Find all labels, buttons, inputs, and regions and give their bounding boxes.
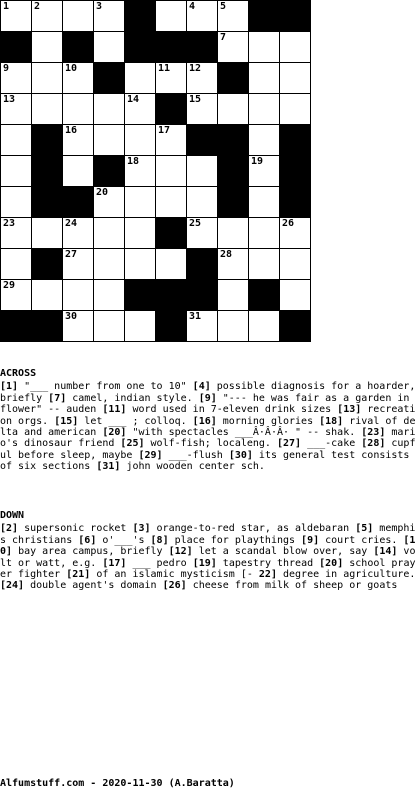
black-square	[32, 311, 63, 342]
grid-cell[interactable]	[63, 249, 94, 280]
grid-cell[interactable]	[63, 94, 94, 125]
clue-text: double agent's domain	[24, 580, 163, 592]
grid-cell[interactable]	[249, 156, 280, 187]
clue-number: [7]	[48, 392, 67, 404]
grid-cell[interactable]	[187, 311, 218, 342]
black-square	[218, 156, 249, 187]
clue-number: [9]	[301, 534, 320, 546]
grid-cell[interactable]	[94, 1, 125, 32]
grid-row	[1, 311, 311, 342]
grid-cell[interactable]	[63, 311, 94, 342]
cell-number: 10	[65, 63, 78, 74]
down-clue-list	[0, 523, 415, 591]
clue-text: supersonic rocket	[18, 523, 133, 535]
clue-text: rival of delta and american	[0, 415, 416, 439]
grid-cell[interactable]	[1, 280, 32, 311]
grid-cell[interactable]	[32, 63, 63, 94]
across-clue-list	[0, 381, 415, 472]
grid-cell[interactable]	[1, 94, 32, 125]
black-square	[125, 280, 156, 311]
grid-cell[interactable]	[218, 249, 249, 280]
grid-cell[interactable]	[187, 94, 218, 125]
cell-number: 12	[189, 63, 202, 74]
cell-number: 7	[220, 32, 227, 43]
clue-number: [13]	[337, 404, 362, 416]
grid-cell[interactable]	[125, 218, 156, 249]
clue-text: school prayer fighter	[0, 557, 416, 581]
across-heading: ACROSS	[0, 368, 37, 379]
grid-cell[interactable]	[187, 63, 218, 94]
grid-row	[1, 125, 311, 156]
cell-number: 30	[65, 311, 78, 322]
cell-number: 18	[127, 156, 140, 167]
grid-cell[interactable]	[249, 218, 280, 249]
grid-cell[interactable]	[249, 125, 280, 156]
clue-number: [20]	[102, 427, 127, 439]
grid-cell[interactable]	[280, 32, 311, 63]
clue-number: [23]	[361, 427, 386, 439]
grid-cell[interactable]	[63, 1, 94, 32]
grid-cell[interactable]	[63, 280, 94, 311]
grid-cell[interactable]	[63, 63, 94, 94]
grid-cell[interactable]	[94, 187, 125, 218]
grid-row	[1, 218, 311, 249]
grid-cell[interactable]	[156, 156, 187, 187]
black-square	[249, 280, 280, 311]
clue-text: orange-to-red star, as aldebaran	[150, 523, 356, 535]
black-square	[280, 187, 311, 218]
grid-row	[1, 32, 311, 63]
grid-cell[interactable]	[156, 249, 187, 280]
clue-number: [24]	[0, 580, 25, 592]
down-clues	[0, 510, 416, 592]
clue-number: [5]	[355, 523, 374, 535]
grid-row	[1, 94, 311, 125]
grid-cell[interactable]	[249, 311, 280, 342]
grid-cell[interactable]	[218, 32, 249, 63]
clue-number: [19]	[192, 557, 217, 569]
cell-number: 28	[220, 249, 233, 260]
black-square	[156, 32, 187, 63]
clue-text: volt or watt, e.g.	[0, 546, 416, 569]
grid-cell[interactable]	[280, 63, 311, 94]
clue-number: [27]	[276, 438, 302, 450]
black-square	[125, 32, 156, 63]
grid-cell[interactable]	[280, 94, 311, 125]
grid-cell[interactable]	[249, 63, 280, 94]
clue-text: court cries.	[319, 534, 404, 546]
clue-number: [3]	[132, 523, 151, 535]
grid-cell[interactable]	[94, 94, 125, 125]
clue-number: [2]	[0, 523, 19, 535]
clue-text: of an islamic mysticism [-	[90, 569, 259, 581]
clue-text: camel, indian style.	[66, 392, 199, 404]
black-square	[187, 249, 218, 280]
cell-number: 24	[65, 218, 78, 229]
grid-row	[1, 63, 311, 94]
grid-cell[interactable]	[1, 187, 32, 218]
grid-cell[interactable]	[218, 218, 249, 249]
cell-number: 13	[3, 94, 16, 105]
clue-number: 22]	[258, 569, 277, 581]
clue-number: [6]	[78, 534, 97, 546]
clue-number: [4]	[192, 381, 211, 393]
clue-text: let ___ ; colloq.	[78, 415, 193, 427]
black-square	[125, 1, 156, 32]
grid-cell[interactable]	[187, 187, 218, 218]
cell-number: 5	[220, 1, 227, 12]
grid-cell[interactable]	[218, 280, 249, 311]
cell-number: 9	[3, 63, 10, 74]
cell-number: 1	[3, 1, 10, 12]
grid-cell[interactable]	[187, 1, 218, 32]
black-square	[1, 32, 32, 63]
grid-cell[interactable]	[94, 125, 125, 156]
grid-cell[interactable]	[249, 94, 280, 125]
clue-number: [17]	[102, 557, 127, 569]
clue-number: [11]	[102, 404, 127, 416]
cell-number: 23	[3, 218, 16, 229]
clue-text: wolf-fish; localeng.	[144, 438, 277, 450]
footer-credit: Alfumstuff.com - 2020-11-30 (A.Baratta)	[0, 778, 235, 789]
grid-cell[interactable]	[156, 125, 187, 156]
clue-text: ___ pedro	[126, 557, 193, 569]
clue-text: "with spectacles ___Â·Â·Â· " -- shak.	[126, 427, 362, 439]
clue-text: "___ number from one to 10"	[18, 381, 193, 393]
clue-text: tapestry thread	[216, 557, 320, 569]
black-square	[156, 218, 187, 249]
cell-number: 3	[96, 1, 103, 12]
clue-text: its general test consists of six sections	[0, 449, 410, 473]
cell-number: 14	[127, 94, 140, 105]
black-square	[32, 156, 63, 187]
black-square	[280, 125, 311, 156]
clue-number: [14]	[373, 546, 398, 558]
cell-number: 27	[65, 249, 78, 260]
grid-cell[interactable]	[1, 156, 32, 187]
black-square	[32, 249, 63, 280]
grid-cell[interactable]	[249, 32, 280, 63]
grid-cell[interactable]	[63, 156, 94, 187]
cell-number: 15	[189, 94, 202, 105]
grid-cell[interactable]	[280, 249, 311, 280]
grid-cell[interactable]	[156, 1, 187, 32]
grid-cell[interactable]	[1, 1, 32, 32]
black-square	[94, 156, 125, 187]
grid-cell[interactable]	[1, 125, 32, 156]
grid-cell[interactable]	[280, 280, 311, 311]
grid-cell[interactable]	[63, 218, 94, 249]
clue-text: cheese from milk of sheep or goats	[186, 580, 398, 592]
cell-number: 31	[189, 311, 202, 322]
clue-text: degree in agriculture.	[276, 569, 416, 581]
grid-row	[1, 156, 311, 187]
grid-row	[1, 1, 311, 32]
clue-number: [31]	[96, 461, 121, 473]
grid-cell[interactable]	[187, 156, 218, 187]
black-square	[156, 311, 187, 342]
grid-cell[interactable]	[32, 280, 63, 311]
clue-number: [18]	[319, 415, 344, 427]
clue-number: [9]	[198, 392, 217, 404]
cell-number: 26	[282, 218, 295, 229]
clue-text: ___-flush	[162, 449, 229, 461]
black-square	[187, 280, 218, 311]
black-square	[63, 187, 94, 218]
cell-number: 11	[158, 63, 171, 74]
black-square	[218, 125, 249, 156]
grid-row	[1, 187, 311, 218]
cell-number: 20	[96, 187, 109, 198]
crossword-grid	[0, 0, 311, 342]
clue-text: cupful before sleep, maybe	[0, 438, 416, 461]
clue-text: john wooden center sch.	[120, 461, 265, 473]
grid-cell[interactable]	[218, 94, 249, 125]
clue-text: place for playthings	[168, 534, 302, 546]
clue-number: [10]	[0, 534, 416, 558]
black-square	[280, 156, 311, 187]
clue-number: [25]	[120, 438, 145, 450]
clue-number: [8]	[150, 534, 169, 546]
black-square	[156, 280, 187, 311]
clue-number: [20]	[319, 557, 344, 569]
clue-number: [26]	[162, 580, 187, 592]
grid-row	[1, 249, 311, 280]
black-square	[218, 63, 249, 94]
clue-text: o'___'s	[96, 534, 151, 546]
grid-cell[interactable]	[125, 63, 156, 94]
grid-cell[interactable]	[94, 249, 125, 280]
grid-cell[interactable]	[156, 187, 187, 218]
grid-cell[interactable]	[218, 1, 249, 32]
grid-cell[interactable]	[125, 156, 156, 187]
black-square	[187, 32, 218, 63]
grid-cell[interactable]	[125, 311, 156, 342]
clue-number: [21]	[66, 569, 91, 581]
grid-cell[interactable]	[1, 249, 32, 280]
black-square	[280, 1, 311, 32]
clue-number: [15]	[54, 415, 79, 427]
grid-cell[interactable]	[94, 280, 125, 311]
black-square	[32, 187, 63, 218]
grid-cell[interactable]	[125, 249, 156, 280]
black-square	[280, 311, 311, 342]
grid-cell[interactable]	[187, 218, 218, 249]
grid-cell[interactable]	[249, 249, 280, 280]
grid-cell[interactable]	[32, 32, 63, 63]
across-clues	[0, 368, 416, 473]
black-square	[218, 187, 249, 218]
clue-text: morning glories	[216, 415, 320, 427]
clue-number: [1]	[0, 381, 19, 393]
grid-cell[interactable]	[125, 94, 156, 125]
cell-number: 2	[34, 1, 41, 12]
grid-cell[interactable]	[156, 63, 187, 94]
grid-row	[1, 280, 311, 311]
clue-number: [30]	[228, 449, 253, 461]
black-square	[249, 1, 280, 32]
grid-cell[interactable]	[94, 218, 125, 249]
clue-text: possible diagnosis for a hoarder, briefly	[0, 381, 416, 404]
down-heading: DOWN	[0, 510, 25, 521]
clue-text: memphis christians	[0, 523, 416, 546]
grid-cell[interactable]	[94, 311, 125, 342]
grid-cell[interactable]	[249, 187, 280, 218]
clue-number: [28]	[361, 438, 386, 450]
black-square	[63, 32, 94, 63]
grid-cell[interactable]	[218, 311, 249, 342]
grid-cell[interactable]	[1, 63, 32, 94]
clue-text: ___-cake	[301, 438, 362, 450]
cell-number: 29	[3, 280, 16, 291]
black-square	[32, 125, 63, 156]
grid-cell[interactable]	[63, 125, 94, 156]
black-square	[1, 311, 32, 342]
cell-number: 19	[251, 156, 264, 167]
black-square	[156, 94, 187, 125]
clue-text: word used in 7-eleven drink sizes	[126, 404, 338, 416]
grid-cell[interactable]	[1, 218, 32, 249]
clue-text: bay area campus, briefly	[12, 546, 169, 558]
clue-number: [12]	[168, 546, 193, 558]
clue-text: mario's dinosaur friend	[0, 427, 416, 450]
cell-number: 25	[189, 218, 202, 229]
clue-text: let a scandal blow over, say	[192, 546, 374, 558]
black-square	[94, 63, 125, 94]
grid-cell[interactable]	[94, 32, 125, 63]
clue-text: recreation orgs.	[0, 404, 416, 427]
grid-cell[interactable]	[125, 187, 156, 218]
cell-number: 4	[189, 1, 196, 12]
cell-number: 17	[158, 125, 171, 136]
grid-cell[interactable]	[32, 218, 63, 249]
cell-number: 16	[65, 125, 78, 136]
clue-text: "--- he was fair as a garden in flower" -- auden	[0, 392, 410, 416]
grid-cell[interactable]	[32, 1, 63, 32]
black-square	[187, 125, 218, 156]
grid-cell[interactable]	[280, 218, 311, 249]
grid-cell[interactable]	[125, 125, 156, 156]
clue-number: [29]	[138, 449, 163, 461]
clue-number: [16]	[192, 415, 217, 427]
grid-cell[interactable]	[32, 94, 63, 125]
